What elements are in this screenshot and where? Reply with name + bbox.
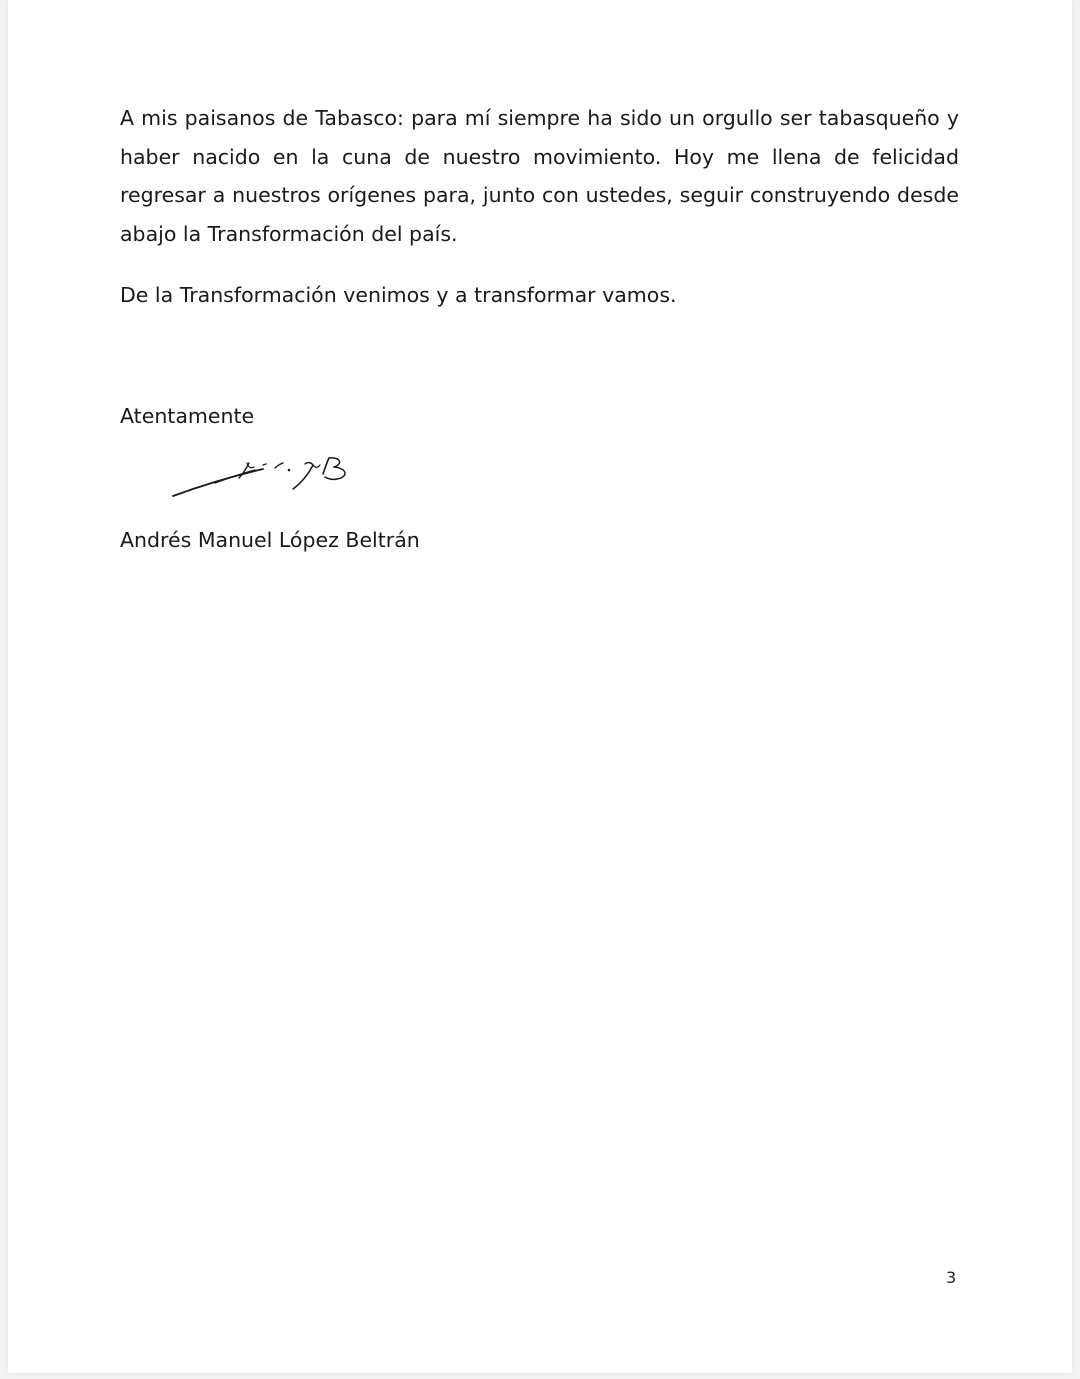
body-paragraph-2: De la Transformación venimos y a transformar vamos. xyxy=(120,283,677,307)
body-paragraph-1: A mis paisanos de Tabasco: para mí siempre ha sido un orgullo ser tabasqueño y haber nacido en la cuna de nuestro movimiento. Hoy me llena de felicidad regresar a nuestros orígenes para, junto con ustedes, seguir construyendo desde abajo la Transformación del país. xyxy=(120,106,959,246)
closing-salutation: Atentamente xyxy=(120,404,255,428)
document-page xyxy=(8,0,1072,1373)
page-number: 3 xyxy=(946,1268,957,1287)
signer-name: Andrés Manuel López Beltrán xyxy=(120,528,420,552)
handwritten-signature xyxy=(163,452,353,502)
